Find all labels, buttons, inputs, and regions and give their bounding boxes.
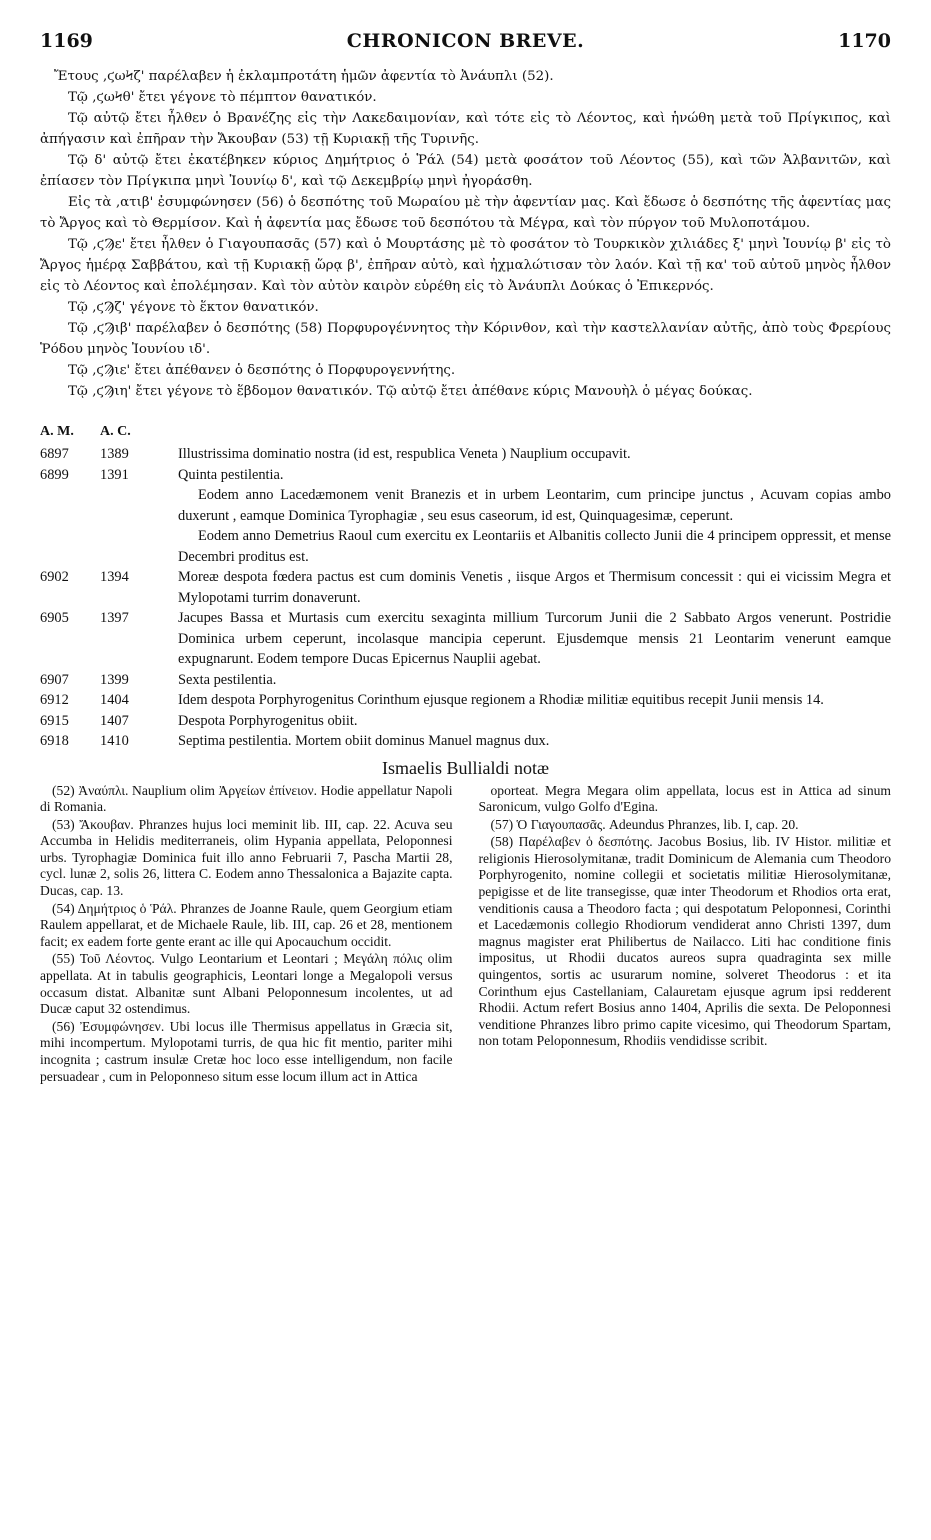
latin-translation-table — [40, 424, 891, 752]
table-row — [40, 444, 891, 465]
entry-sentence: Jacupes Bassa et Murtasis cum exercitu sexaginta millium Turcorum Junii die 2 Sabbato Argos venerunt. Postridie Dominica urbem ceperunt, incolasque mancipia ceperunt. Ejusdemque mensis 21 Leontarim venerunt eamque expugnarunt. Eodem tempore Ducas Epicernus Nauplii agebat. — [178, 610, 891, 667]
entry-text — [178, 567, 891, 608]
entry-text — [178, 465, 891, 568]
greek-paragraph: Ἔτους ‚ϛωϞζ' παρέλαβεν ἡ ἐκλαμπροτάτη ἡμῶν ἀφεντία τὸ Ἀνάυπλι (52). — [54, 69, 554, 84]
note-paragraph: (57) Ὁ Γιαγουπασᾶς. Adeundus Phranzes, lib. I, cap. 20. — [490, 816, 799, 832]
anno-christi: 1391 — [100, 466, 129, 483]
entry-text — [178, 670, 891, 691]
greek-paragraph: Τῷ ‚ϛϠιη' ἔτει γέγονε τὸ ἕβδομον θανατικόν. Τῷ αὐτῷ ἔτει ἀπέθανε κύρις Μανουὴλ ὁ μέγας δούκας. — [68, 384, 753, 399]
running-title: CHRONICON BREVE. — [346, 30, 585, 52]
table-row — [40, 465, 891, 568]
anno-christi: 1397 — [100, 610, 129, 626]
entry-sentence: Eodem anno Lacedæmonem venit Branezis et in urbem Leontarim, cum principe junctus , Acuvam copias ambo duxerunt , eamque Dominica Tyrophagiæ , seu esus caseorum, id est, Quinquagesimæ, ceperunt. — [178, 487, 891, 524]
greek-paragraph: Τῷ ‚ϛϠε' ἔτει ἦλθεν ὁ Γιαγουπασᾶς (57) καὶ ὁ Μουρτάσης μὲ τὸ φοσάτον τὸ Τουρκικὸν χιλιάδες ξ' μηνὶ Ἰουνίῳ β' εἰς τὸ Ἄργος ἡμέρᾳ Σαββάτου, καὶ τῇ Κυριακῇ ὥρᾳ β', ἐπῆραν αὐτὸ, καὶ ἠχμαλώτισαν τὸν λαόν. Καὶ τῇ κα' τοῦ αὐτοῦ μηνὸς ἦλθον εἰς τὸ Λέοντος καὶ ἐπολέμησαν. Καὶ τὸν αὐτὸν καιρὸν εὑρέθη εἰς τὸ Ἀνάυπλι Δούκας ὁ Ἐπικερνός. — [40, 237, 891, 294]
anno-mundi: 6902 — [40, 569, 69, 585]
anno-mundi: 6905 — [40, 610, 69, 626]
notes-right-column — [479, 783, 892, 1087]
note-paragraph: (55) Τοῦ Λέοντος. Vulgo Leontarium et Leontari ; Μεγάλη πόλις olim appellata. At in tabulis geographicis, Leontari longe a Megalopoli versus occasum distat. Albanitæ sunt Albani Peloponnesum incolentes, ut ad Ducæ caput 32 ostendimus. — [40, 951, 453, 1017]
entry-text — [178, 444, 891, 465]
anno-mundi: 6899 — [40, 466, 69, 483]
note-paragraph: oporteat. Megra Megara olim appellata, locus est in Attica ad sinum Saronicum, vulgo Golfo d'Egina. — [478, 782, 891, 815]
notes-left-column — [40, 783, 453, 1087]
greek-paragraph: Τῷ ‚ϛϠζ' γέγονε τὸ ἕκτον θανατικόν. — [68, 300, 319, 315]
entry-sentence: Quinta pestilentia. — [178, 466, 284, 483]
note-paragraph: (58) Παρέλαβεν ὁ δεσπότης. Jacobus Bosius, lib. IV Histor. militiæ et religionis Hierosolymitanæ, tradit Dominicum de Alemania cum Theodoro Porphyrogenito, nomine collegii et societatis militiæ Hierosolymitanæ, pepigisse et de lite transegisse, quæ inter Theodorum et Rhodios orta erat, venditionis causa a Theodoro facta ; qui despotatum Peloponnesi, Corinthi et Lacedæmonis collegio Rhodiorum vendiderat anno Christi 1397, dum magnus magister erat Philibertus de Nailacco. Liti hac conditione finis impositus, ut Rhodii ducatos aureos supra quadraginta sex mille quingentos, sortis ac usurarum nomine, solveret Theodorus : et ita Corinthum ejus Castellaniam, Calauretam ejusque agrum ipsi redderent Rhodii. Actum refert Bosius anno 1404, Aprilis die sexta. De Peloponnesi venditione Phranzes libro primo capite vicesimo, qui Theodorum Spartam, non totam Peloponnesum, Rhodiis vendidisse scribit. — [478, 834, 891, 1049]
entry-sentence: Moreæ despota fœdera pactus est cum dominis Venetis , iisque Argos et Thermisum concessit : qui ei vicissim Megra et Mylopotami turrim donaverunt. — [178, 569, 891, 606]
note-paragraph: (52) Ἀναύπλι. Nauplium olim Ἀργείων ἐπίνειον. Hodie appellatur Napoli di Romania. — [40, 782, 453, 815]
table-row — [40, 731, 891, 752]
table-body — [40, 444, 891, 752]
entry-text — [178, 608, 891, 670]
entry-text — [178, 690, 891, 711]
left-page-number: 1169 — [40, 30, 93, 52]
notes-title: Ismaelis Bullialdi notæ — [382, 757, 549, 778]
anno-mundi: 6915 — [40, 712, 69, 729]
anno-christi: 1404 — [100, 692, 129, 708]
greek-paragraph: Τῷ αὐτῷ ἔτει ἦλθεν ὁ Βρανέζης εἰς τὴν Λακεδαιμονίαν, καὶ τότε εἰς τὸ Λέοντος, καὶ ἡνώθη μετὰ τοῦ Πρίγκιπος, καὶ ἀπήγασιν καὶ ἐπῆραν τὴν Ἄκουβαν (53) τῇ Κυριακῇ τῆς Τυρινῆς. — [40, 111, 891, 147]
col-header-ac: A. C. — [100, 424, 131, 439]
col-header-am: A. M. — [40, 424, 74, 439]
greek-paragraph: Τῷ ‚ϛωϞθ' ἔτει γέγονε τὸ πέμπτον θανατικόν. — [68, 90, 377, 105]
anno-christi: 1394 — [100, 569, 129, 585]
anno-christi: 1410 — [100, 733, 129, 749]
anno-mundi: 6897 — [40, 446, 69, 462]
anno-christi: 1389 — [100, 446, 129, 462]
table-row — [40, 670, 891, 691]
table-row — [40, 567, 891, 608]
table-row — [40, 608, 891, 670]
entry-sentence: Despota Porphyrogenitus obiit. — [178, 712, 358, 729]
greek-paragraph: Τῷ δ' αὐτῷ ἔτει ἐκατέβηκεν κύριος Δημήτριος ὁ Ῥάλ (54) μετὰ φοσάτον τοῦ Λέοντος (55), καὶ τῶν Ἀλβανιτῶν, καὶ ἐπίασεν τὸν Πρίγκιπα μηνὶ Ἰουνίῳ δ', καὶ τῷ Δεκεμβρίῳ μηνὶ ἠγοράσθη. — [40, 153, 891, 189]
anno-mundi: 6912 — [40, 692, 69, 708]
greek-paragraph: Τῷ ‚ϛϠιε' ἔτει ἀπέθανεν ὁ δεσπότης ὁ Πορφυρογεννήτης. — [68, 363, 456, 378]
note-paragraph: (53) Ἄκουβαν. Phranzes hujus loci meminit lib. III, cap. 22. Acuva seu Accumba in Helidis mediterraneis, olim Hypania appellata, Peloponnesi urbs. Tyrophagiæ Dominica fuit illo anno Februarii 7, Pascha Martii 28, cycl. lunæ 2, solis 26, littera C. Eodem anno Thessalonica a Bajazite capta. Ducas, cap. 13. — [40, 816, 453, 899]
table-row — [40, 690, 891, 711]
greek-chronicle-text — [40, 66, 891, 402]
note-paragraph: (56) Ἐσυμφώνησεν. Ubi locus ille Thermisus appellatus in Græcia sit, mihi incompertum. Mylopotami turris, de qua hic fit mentio, pariter mihi incognita ; castrum insulæ Cretæ hoc loco esse intelligendum, non facile persuadear , cum in Peloponneso situm esse locum illum act in Attica — [40, 1018, 453, 1084]
entry-text — [178, 731, 891, 752]
table-header — [40, 424, 891, 444]
entry-sentence: Illustrissima dominatio nostra (id est, respublica Veneta ) Nauplium occupavit. — [178, 446, 631, 462]
right-page-number: 1170 — [838, 30, 891, 52]
page-header — [40, 30, 891, 64]
anno-mundi: 6907 — [40, 671, 69, 688]
table-row — [40, 711, 891, 732]
entry-sentence: Septima pestilentia. Mortem obiit dominus Manuel magnus dux. — [178, 733, 550, 749]
anno-christi: 1399 — [100, 671, 129, 688]
entry-text — [178, 711, 891, 732]
entry-sentence: Eodem anno Demetrius Raoul cum exercitu ex Leontariis et Albanitis collecto Junii die 4 principem oppressit, et mense Decembri proditus est. — [178, 528, 891, 565]
entry-sentence: Sexta pestilentia. — [178, 671, 277, 688]
note-paragraph: (54) Δημήτριος ὁ Ῥάλ. Phranzes de Joanne Raule, quem Georgium etiam Raulem appellarat, et de Michaele Raule, lib. III, cap. 26 et 28, mentionem facit; ex eadem forte gente erant ac ille qui Apocauchum occidit. — [40, 900, 453, 949]
anno-christi: 1407 — [100, 712, 129, 729]
anno-mundi: 6918 — [40, 733, 69, 749]
entry-sentence: Idem despota Porphyrogenitus Corinthum ejusque regionem a Rhodiæ militiæ equitibus recepit Junii mensis 14. — [178, 692, 824, 708]
greek-paragraph: Τῷ ‚ϛϠιβ' παρέλαβεν ὁ δεσπότης (58) Πορφυρογέννητος τὴν Κόρινθον, καὶ τὴν καστελλανίαν αὐτῆς, ἀπὸ τοὺς Φρερίους Ῥόδου μηνὸς Ἰουνίου ιδ'. — [40, 321, 891, 357]
greek-paragraph: Εἰς τὰ ‚ατιβ' ἐσυμφώνησεν (56) ὁ δεσπότης τοῦ Μωραίου μὲ τὴν ἀφεντίαν μας. Καὶ ἔδωσε ὁ δεσπότης τῆς ἀφεντίας μας τὸ Ἄργος καὶ τὸ Θερμίσον. Καὶ ἡ ἀφεντία μας ἔδωσε τοῦ δεσπότου τὰ Μέγρα, καὶ τὸν πύργον τοῦ Μυλοποτάμου. — [40, 195, 891, 231]
notes-columns — [40, 783, 891, 1087]
